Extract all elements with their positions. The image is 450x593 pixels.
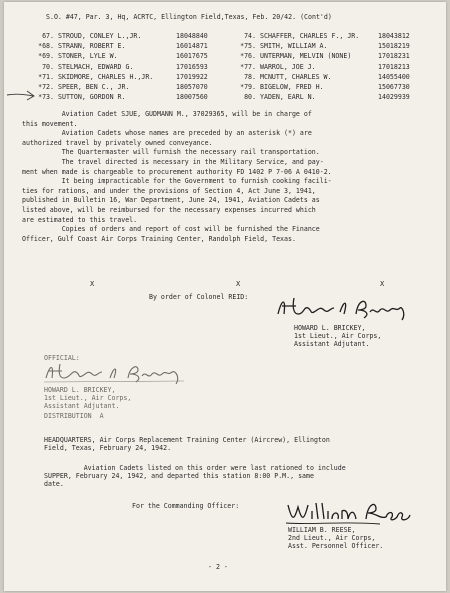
document-page xyxy=(4,2,446,591)
body-line: this movement. xyxy=(22,119,78,128)
roster-name: STROUD, CONLEY L.,JR. xyxy=(58,32,142,40)
roster-entry xyxy=(30,93,208,103)
roster-number: *72. xyxy=(38,82,54,91)
body-line: ment when made is chargeable to procurement authority FD 1402 P 7-06 A 0410-2. xyxy=(22,167,332,176)
endorsement-line-1: HEADQUARTERS, Air Corps Replacement Training Center (Aircrew), Ellington xyxy=(44,436,330,444)
roster-entry xyxy=(30,32,208,42)
distribution-line: DISTRIBUTION A xyxy=(44,412,104,420)
official-title: Assistant Adjutant. xyxy=(44,402,120,410)
endorsement-body-1: Aviation Cadets listed on this order were last rationed to include xyxy=(44,464,346,472)
roster-entry xyxy=(30,63,208,73)
body-line: are estimated to this travel. xyxy=(22,215,138,224)
endorsement-body-3: date. xyxy=(44,480,64,488)
body-line: The Quartermaster will furnish the necessary rail transportation. xyxy=(22,148,320,157)
roster-serial: 16017675 xyxy=(176,52,208,61)
body-line: Aviation Cadet SJUE, GUDMANN M., 37029365, will be in charge of xyxy=(22,110,312,118)
roster-number: *75. xyxy=(240,42,256,51)
endorsement-body-2: SUPPER, February 24, 1942, and departed this station 8:00 P.M., same xyxy=(44,472,314,480)
roster-entry xyxy=(232,63,410,73)
roster-right-column xyxy=(232,32,410,103)
roster-name: WARROL, JOE J. xyxy=(260,62,316,71)
roster-serial: 16014871 xyxy=(176,42,208,51)
signer2-name: WILLIAM B. REESE, xyxy=(288,526,356,534)
roster-name: STELMACH, EDWARD G. xyxy=(58,62,134,71)
roster-entry xyxy=(30,52,208,62)
roster-entry xyxy=(232,42,410,52)
body-line: listed above, will be reimbursed for the necessary expenses incurred which xyxy=(22,205,316,214)
roster-number: *71. xyxy=(38,72,54,81)
x-mark: X xyxy=(236,280,241,288)
signer2-rank: 2nd Lieut., Air Corps, xyxy=(288,534,376,542)
roster-number: 80. xyxy=(244,93,256,102)
roster-name: STRANN, ROBERT E. xyxy=(58,42,126,51)
roster-serial: 18043812 xyxy=(378,32,410,40)
order-body xyxy=(22,110,332,244)
body-line: Aviation Cadets whose names are preceded by an asterisk (*) are xyxy=(22,129,312,138)
roster-entry xyxy=(232,52,410,62)
signature-brickey-1 xyxy=(274,294,414,322)
signer1-name: HOWARD L. BRICKEY, xyxy=(294,324,366,332)
roster-name: UNTERMAN, MELVIN (NONE) xyxy=(260,52,352,61)
roster-entry xyxy=(232,73,410,83)
signer1-title: Assistant Adjutant. xyxy=(294,340,370,348)
signer2-title: Asst. Personnel Officer. xyxy=(288,542,384,550)
roster-left-column xyxy=(30,32,208,103)
roster-name: YADEN, EARL N. xyxy=(260,93,316,102)
roster-entry xyxy=(232,83,410,93)
roster-entry xyxy=(232,32,410,42)
roster-number: 70. xyxy=(42,62,54,71)
roster-entry xyxy=(30,83,208,93)
official-label: OFFICIAL: xyxy=(44,354,80,362)
roster-number: 74. xyxy=(244,32,256,40)
signature-brickey-2 xyxy=(42,360,192,386)
body-line: published in Bulletin 16, War Department, June 24, 1941, Aviation Cadets as xyxy=(22,196,320,205)
body-line: authorized travel by privately owned conveyance. xyxy=(22,138,213,147)
roster-number: *79. xyxy=(240,82,256,91)
roster-serial: 17018231 xyxy=(378,52,410,61)
body-line: ties for rations, and under the provisions of Section 4, Act June 3, 1941, xyxy=(22,186,316,195)
page-number: - 2 - xyxy=(208,563,228,571)
roster-serial: 17016593 xyxy=(176,62,208,71)
roster-number: *73. xyxy=(38,93,54,102)
roster-number: *69. xyxy=(38,52,54,61)
x-mark: X xyxy=(380,280,385,288)
roster-serial: 18057070 xyxy=(176,82,208,91)
document-header: S.O. #47, Par. 3, Hq, ACRTC, Ellington Field,Texas, Feb. 20/42. (Cont'd) xyxy=(46,13,332,21)
roster-serial: 17019922 xyxy=(176,72,208,81)
roster-number: *76. xyxy=(240,52,256,61)
roster-name: SKIDMORE, CHARLES H.,JR. xyxy=(58,72,154,81)
roster-name: SPEER, BEN C., JR. xyxy=(58,82,130,91)
x-mark: X xyxy=(90,280,95,288)
roster-name: BIGELOW, FRED H. xyxy=(260,82,324,91)
official-name: HOWARD L. BRICKEY, xyxy=(44,386,116,394)
roster-name: MCNUTT, CHARLES W. xyxy=(260,72,332,81)
roster-serial: 18048840 xyxy=(176,32,208,40)
roster-entry xyxy=(30,73,208,83)
roster-serial: 17018213 xyxy=(378,62,410,71)
roster-number: 78. xyxy=(244,72,256,81)
roster-serial: 14055400 xyxy=(378,72,410,81)
by-order-line: By order of Colonel REID: xyxy=(149,293,249,301)
roster-name: SUTTON, GORDON R. xyxy=(58,93,126,102)
signature-reese xyxy=(284,497,414,529)
roster-name: STONER, LYLE W. xyxy=(58,52,118,61)
roster-serial: 15067730 xyxy=(378,82,410,91)
roster-entry xyxy=(232,93,410,103)
signer1-rank: 1st Lieut., Air Corps, xyxy=(294,332,382,340)
body-line: Officer, Gulf Coast Air Corps Training Center, Randolph Field, Texas. xyxy=(22,234,296,243)
for-commanding-officer: For the Commanding Officer: xyxy=(132,502,240,510)
roster-serial: 14029939 xyxy=(378,93,410,102)
roster-serial: 18007560 xyxy=(176,93,208,102)
body-line: The travel directed is necessary in the Military Service, and pay- xyxy=(22,157,324,166)
endorsement-line-2: Field, Texas, February 24, 1942. xyxy=(44,444,172,452)
roster-number: *68. xyxy=(38,42,54,51)
roster-serial: 15018219 xyxy=(378,42,410,51)
roster-number: *77. xyxy=(240,62,256,71)
roster-name: SCHAFFER, CHARLES F., JR. xyxy=(260,32,360,40)
roster-name: SMITH, WILLIAM A. xyxy=(260,42,328,51)
official-rank: 1st Lieut., Air Corps, xyxy=(44,394,132,402)
roster-entry xyxy=(30,42,208,52)
roster-number: 67. xyxy=(42,32,54,40)
body-line: It being impracticable for the Government to furnish cooking facili- xyxy=(22,177,332,186)
body-line: Copies of orders and report of cost will be furnished the Finance xyxy=(22,225,320,234)
